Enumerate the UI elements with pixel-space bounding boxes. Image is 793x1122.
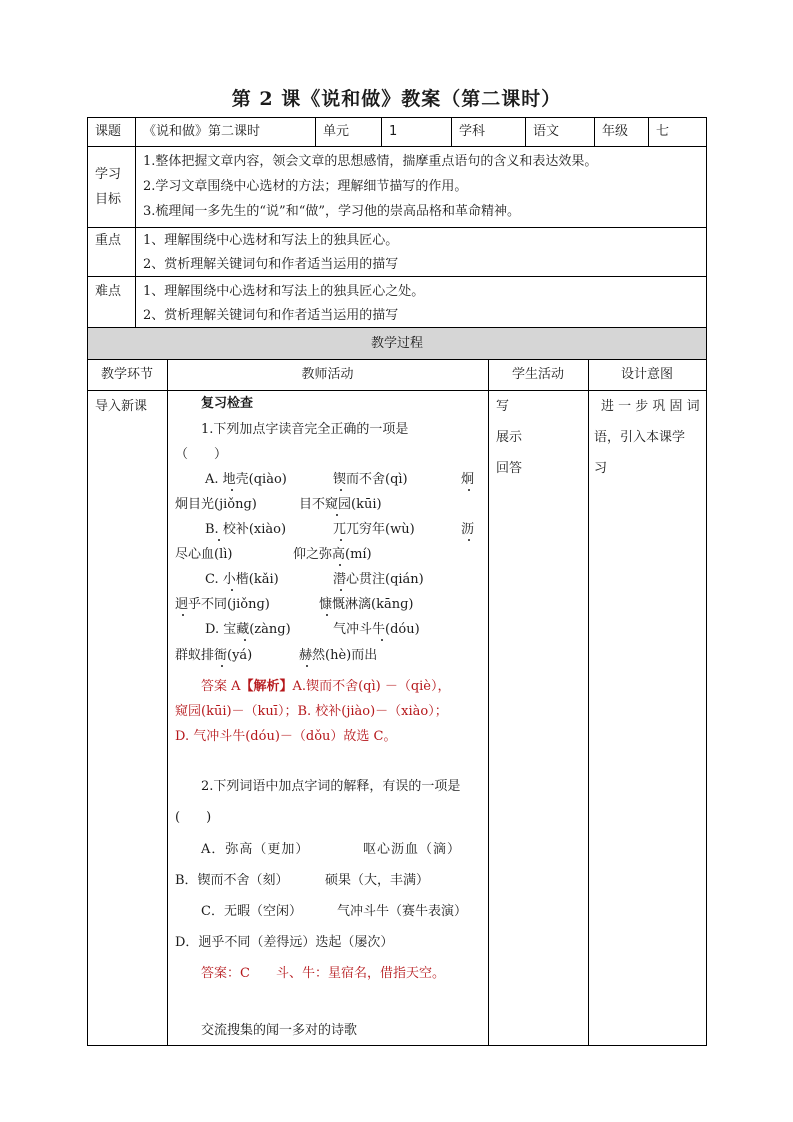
difficulty-item: 1、理解围绕中心选材和写法上的独具匠心之处。 <box>143 284 425 299</box>
col-header-student: 学生活动 <box>511 367 564 382</box>
q2-answer: 答案：C 斗、牛：星宿名，借指天空。 <box>201 966 445 981</box>
student-activity: 写 <box>496 399 510 414</box>
rule <box>87 117 88 1046</box>
q1-stem: 1.下列加点字读音完全正确的一项是 <box>201 422 409 437</box>
col-header-design: 设计意图 <box>620 367 673 382</box>
review-heading: 复习检查 <box>201 396 254 411</box>
emphasis-dot <box>326 614 328 616</box>
emphasis-dot <box>182 614 184 616</box>
q1-option-d: D. 宝藏(zànɡ) <box>205 622 291 637</box>
col-header-stage: 教学环节 <box>100 367 153 382</box>
q2-option-d: D．迥乎不同（差得远）迭起（屡次） <box>175 935 394 950</box>
grade-value: 七 <box>656 124 670 139</box>
q2-option-b: B．锲而不舍（刻） <box>175 873 289 888</box>
q1-option-a: 炯目光(jiǒnɡ) <box>175 497 257 512</box>
student-activity: 回答 <box>496 461 523 476</box>
q1-option-b: 兀兀穷年(wù) <box>333 522 415 537</box>
objective-item: 3.梳理闻一多先生的“说”和“做”，学习他的崇高品格和革命精神。 <box>143 204 520 219</box>
emphasis-dot <box>339 564 341 566</box>
topic-value: 《说和做》第二课时 <box>143 124 261 139</box>
objectives-label-line1: 学习 <box>95 167 122 182</box>
rule <box>87 146 707 147</box>
emphasis-dot <box>306 665 308 667</box>
rule <box>87 227 707 228</box>
rule <box>87 276 707 277</box>
process-title: 教学过程 <box>370 336 423 351</box>
q1-paren: （ ） <box>175 447 228 462</box>
q1-option-b: 尽心血(lì) <box>175 547 233 562</box>
q1-option-c: 迥乎不同(jiǒnɡ) <box>175 597 270 612</box>
design-intent-line: 习 <box>594 461 608 476</box>
emphasis-dot <box>468 489 470 491</box>
rule <box>87 390 707 391</box>
rule <box>135 117 136 146</box>
rule <box>588 359 589 1045</box>
closing-activity: 交流搜集的闻一多对的诗歌 <box>201 1023 358 1038</box>
emphasis-dot <box>221 665 223 667</box>
q1-answer-prefix: 答案 A <box>201 679 241 694</box>
rule <box>488 359 489 1045</box>
q1-answer-rest: A.锲而不舍(qì) －（qiè）， <box>292 679 451 694</box>
difficulties-label: 难点 <box>95 284 122 299</box>
q2-option-b: 硕果（大，丰满） <box>325 873 430 888</box>
q2-option-a: 呕心沥血（滴） <box>363 842 462 857</box>
q1-answer-line2: 窥园(kūi)－（kuī）；B. 校补(jiào)－（xiào）； <box>175 704 448 719</box>
q1-option-b: 仰之弥高(mí) <box>293 547 372 562</box>
q1-option-c: 慷慨淋漓(kānɡ) <box>319 597 414 612</box>
rule <box>167 359 168 1045</box>
q2-paren: ( ) <box>175 810 212 825</box>
objective-item: 1.整体把握文章内容，领会文章的思想感情，揣摩重点语句的含义和表达效果。 <box>143 154 598 169</box>
subject-value: 语文 <box>533 124 560 139</box>
difficulty-item: 2、赏析理解关键词句和作者适当运用的描写 <box>143 308 399 323</box>
topic-label: 课题 <box>95 124 122 139</box>
emphasis-dot <box>340 489 342 491</box>
q1-option-d: 气冲斗牛(dóu) <box>333 622 420 637</box>
emphasis-dot <box>340 539 342 541</box>
emphasis-dot <box>244 639 246 641</box>
q1-option-c: 潜心贯注(qián) <box>333 572 424 587</box>
emphasis-dot <box>381 639 383 641</box>
rule <box>87 1045 707 1046</box>
q1-option-a: 目不窥园(kūi) <box>299 497 382 512</box>
q1-option-d: 赫然(hè)而出 <box>299 648 378 663</box>
q2-option-c: C．无暇（空闲） <box>201 904 302 919</box>
design-intent-line: 语，引入本课学 <box>594 430 686 445</box>
q2-stem: 2.下列词语中加点字词的解释，有误的一项是 <box>201 779 461 794</box>
key-points-label: 重点 <box>95 233 122 248</box>
rule <box>87 359 707 360</box>
key-point-item: 1、理解围绕中心选材和写法上的独具匠心。 <box>143 233 399 248</box>
document-title: 第 2 课《说和做》教案（第二课时） <box>231 88 562 110</box>
unit-value: 1 <box>389 124 398 139</box>
rule <box>87 327 707 328</box>
emphasis-dot <box>336 514 338 516</box>
q1-option-a: 锲而不舍(qì) <box>333 472 408 487</box>
q1-answer <box>201 679 451 695</box>
emphasis-dot <box>231 489 233 491</box>
objective-item: 2.学习文章围绕中心选材的方法；理解细节描写的作用。 <box>143 179 468 194</box>
student-activity: 展示 <box>496 430 523 445</box>
key-point-item: 2、赏析理解关键词句和作者适当运用的描写 <box>143 257 399 272</box>
q2-option-c: 气冲斗牛（赛牛表演） <box>337 904 468 919</box>
q1-answer-line3: D. 气冲斗牛(dóu)－（dǒu）故选 C。 <box>175 729 397 744</box>
rule <box>594 117 595 146</box>
stage-label: 导入新课 <box>95 399 148 414</box>
emphasis-dot <box>218 539 220 541</box>
rule <box>135 146 136 327</box>
q1-option-b: 沥 <box>461 522 475 537</box>
rule <box>87 117 707 118</box>
subject-label: 学科 <box>459 124 486 139</box>
design-intent-line: 进 一 步 巩 固 词 <box>601 399 700 414</box>
rule <box>648 117 649 146</box>
rule <box>525 117 526 146</box>
emphasis-dot <box>468 539 470 541</box>
emphasis-dot <box>231 589 233 591</box>
q1-option-a: A. 地壳(qiào) <box>205 472 287 487</box>
q1-option-c: C. 小楷(kǎi) <box>205 572 279 587</box>
rule <box>706 117 707 1046</box>
lesson-plan-table <box>87 117 707 1046</box>
q1-option-b: B. 校补(xiào) <box>205 522 287 537</box>
rule <box>381 117 382 146</box>
q2-option-a: A．弥高（更加） <box>201 842 310 857</box>
rule <box>315 117 316 146</box>
q1-answer-tag: 【解析】 <box>240 679 293 694</box>
q1-option-d: 群蚁排衙(yá) <box>175 648 253 663</box>
grade-label: 年级 <box>602 124 629 139</box>
q1-option-a: 炯 <box>461 472 475 487</box>
rule <box>451 117 452 146</box>
objectives-label-line2: 目标 <box>95 192 122 207</box>
col-header-teacher: 教师活动 <box>301 367 354 382</box>
unit-label: 单元 <box>323 124 350 139</box>
emphasis-dot <box>340 589 342 591</box>
